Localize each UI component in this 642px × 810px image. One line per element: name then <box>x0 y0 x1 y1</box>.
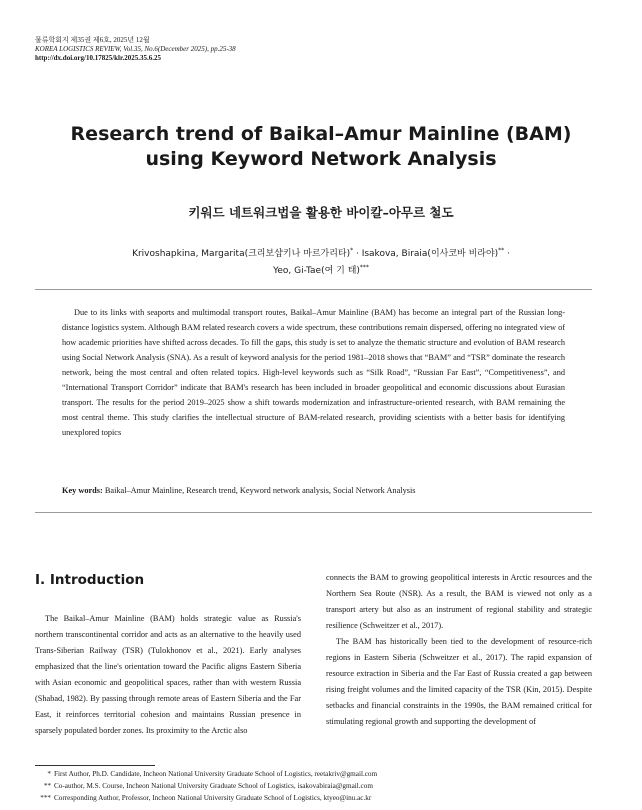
body-right-column <box>326 570 592 730</box>
authors-line1 <box>0 244 642 261</box>
paragraph: connects the BAM to growing geopolitical interests in Arctic resources and the Northern Sea Route (NSR). As a result, the BAM is viewed not only as a transport artery but also as an instrument of regional stability and strategic resilience (Schweitzer et al., 2017). <box>326 573 592 630</box>
author-2: Isakova, Biraia(이사코바 비라야) <box>361 249 499 259</box>
author-3-mark: *** <box>359 264 369 271</box>
abstract-top-rule <box>35 289 592 290</box>
author-1: Krivoshapkina, Margarita(크리보샵키나 마르가리타) <box>132 249 351 259</box>
abstract-text: Due to its links with seaports and multimodal transport routes, Baikal–Amur Mainline (BAM) has become an integral part of the Russian long-distance logistics system. Although BAM related research covers a wide spectrum, these contributions remain dispersed, offering no integrated view of how academic priorities have shifted across decades. To fill the gaps, this study is set to analyze the thematic structure and evolution of BAM research using Social Network Analysis (SNA). As a result of keyword analysis for the period 1981–2018 shows that “BAM” and “TSR” dominate the research network, being the most central and often related topics. High-level keywords such as “Silk Road”, “Russian Far East”, “Competitiveness”, and “International Transport Corridor” indicate that BAM's research has been included in broader geopolitical and economic discussions about Eurasian transport. The results for the period 2019–2025 show a shift towards modernization and infrastructure-oriented research, with BAM remaining the most central theme. This study clarifies the intellectual structure of BAM-related research, providing scientists with a better basis for identifying unexplored topics <box>62 308 565 437</box>
footnote-1 <box>35 769 595 780</box>
paragraph: The Baikal–Amur Mainline (BAM) holds strategic value as Russia's northern transcontinental corridor and acts as an alternative to the heavily used Trans-Siberian Railway (TSR) (Tulokhonov et al., 2021). Early analyses emphasized that the line's orientation toward the Pacific aligns Eastern Siberia with Asian economic and geopolitical spaces, rather than with western Russia (Shabad, 1982). By passing through remote areas of Eastern Siberia and the Far East, it reinforces territorial cohesion and maintains Russian presence in sparsely populated border zones. Its proximity to the Arctic also <box>35 614 301 735</box>
paper-title-korean: 키워드 네트워크법을 활용한 바이칼–아무르 철도 <box>188 205 454 220</box>
journal-header-korean: 물류학회지 제35권 제6호, 2025년 12월 <box>35 36 150 44</box>
author-3: Yeo, Gi-Tae(여 기 태) <box>273 266 360 276</box>
paper-title-line1: Research trend of Baikal–Amur Mainline (BAM) <box>70 123 572 145</box>
journal-header-english: KOREA LOGISTICS REVIEW, Vol.35, No.6(December 2025), pp.25-38 <box>35 45 236 53</box>
footnote-rule <box>35 765 155 766</box>
keywords <box>62 486 415 495</box>
footnote-mark: * <box>47 770 51 778</box>
footnote-2 <box>35 781 595 792</box>
footnote-mark: *** <box>40 794 51 802</box>
body-left-column <box>35 611 301 739</box>
section-heading-introduction: Ⅰ. Introduction <box>35 572 145 588</box>
footnote-mark: ** <box>43 782 51 790</box>
footnote-text: First Author, Ph.D. Candidate, Incheon National University Graduate School of Logistics, reetakriv@gmail.com <box>54 770 378 778</box>
paper-title-line2: using Keyword Network Analysis <box>145 148 497 170</box>
keywords-label: Key words: <box>62 486 103 495</box>
authors-line2 <box>0 261 642 278</box>
author-2-mark: ** <box>498 247 505 254</box>
doi-link[interactable]: http://dx.doi.org/10.17825/klr.2025.35.6.25 <box>35 54 161 62</box>
author-separator: · <box>353 249 362 259</box>
abstract-bottom-rule <box>35 512 592 513</box>
footnote-text: Co-author, M.S. Course, Incheon National University Graduate School of Logistics, isakovabiraia@gmail.com <box>54 782 373 790</box>
author-1-mark: * <box>350 247 354 254</box>
author-separator: · <box>504 249 510 259</box>
footnote-text: Corresponding Author, Professor, Incheon National University Graduate School of Logistics, ktyeo@inu.ac.kr <box>54 794 372 802</box>
footnote-3 <box>35 793 595 804</box>
keywords-list: Baikal–Amur Mainline, Research trend, Keyword network analysis, Social Network Analysis <box>104 486 416 495</box>
paragraph: The BAM has historically been tied to the development of resource-rich regions in Eastern Siberia (Schweitzer et al., 2017). The rapid expansion of resource extraction in Siberia and the Far East of Russia created a gap between rising freight volumes and the limited capacity of the TSR (Kin, 2015). Despite setbacks and financial constraints in the 1990s, the BAM remained critical for stimulating regional growth and supporting the development of <box>326 637 592 726</box>
